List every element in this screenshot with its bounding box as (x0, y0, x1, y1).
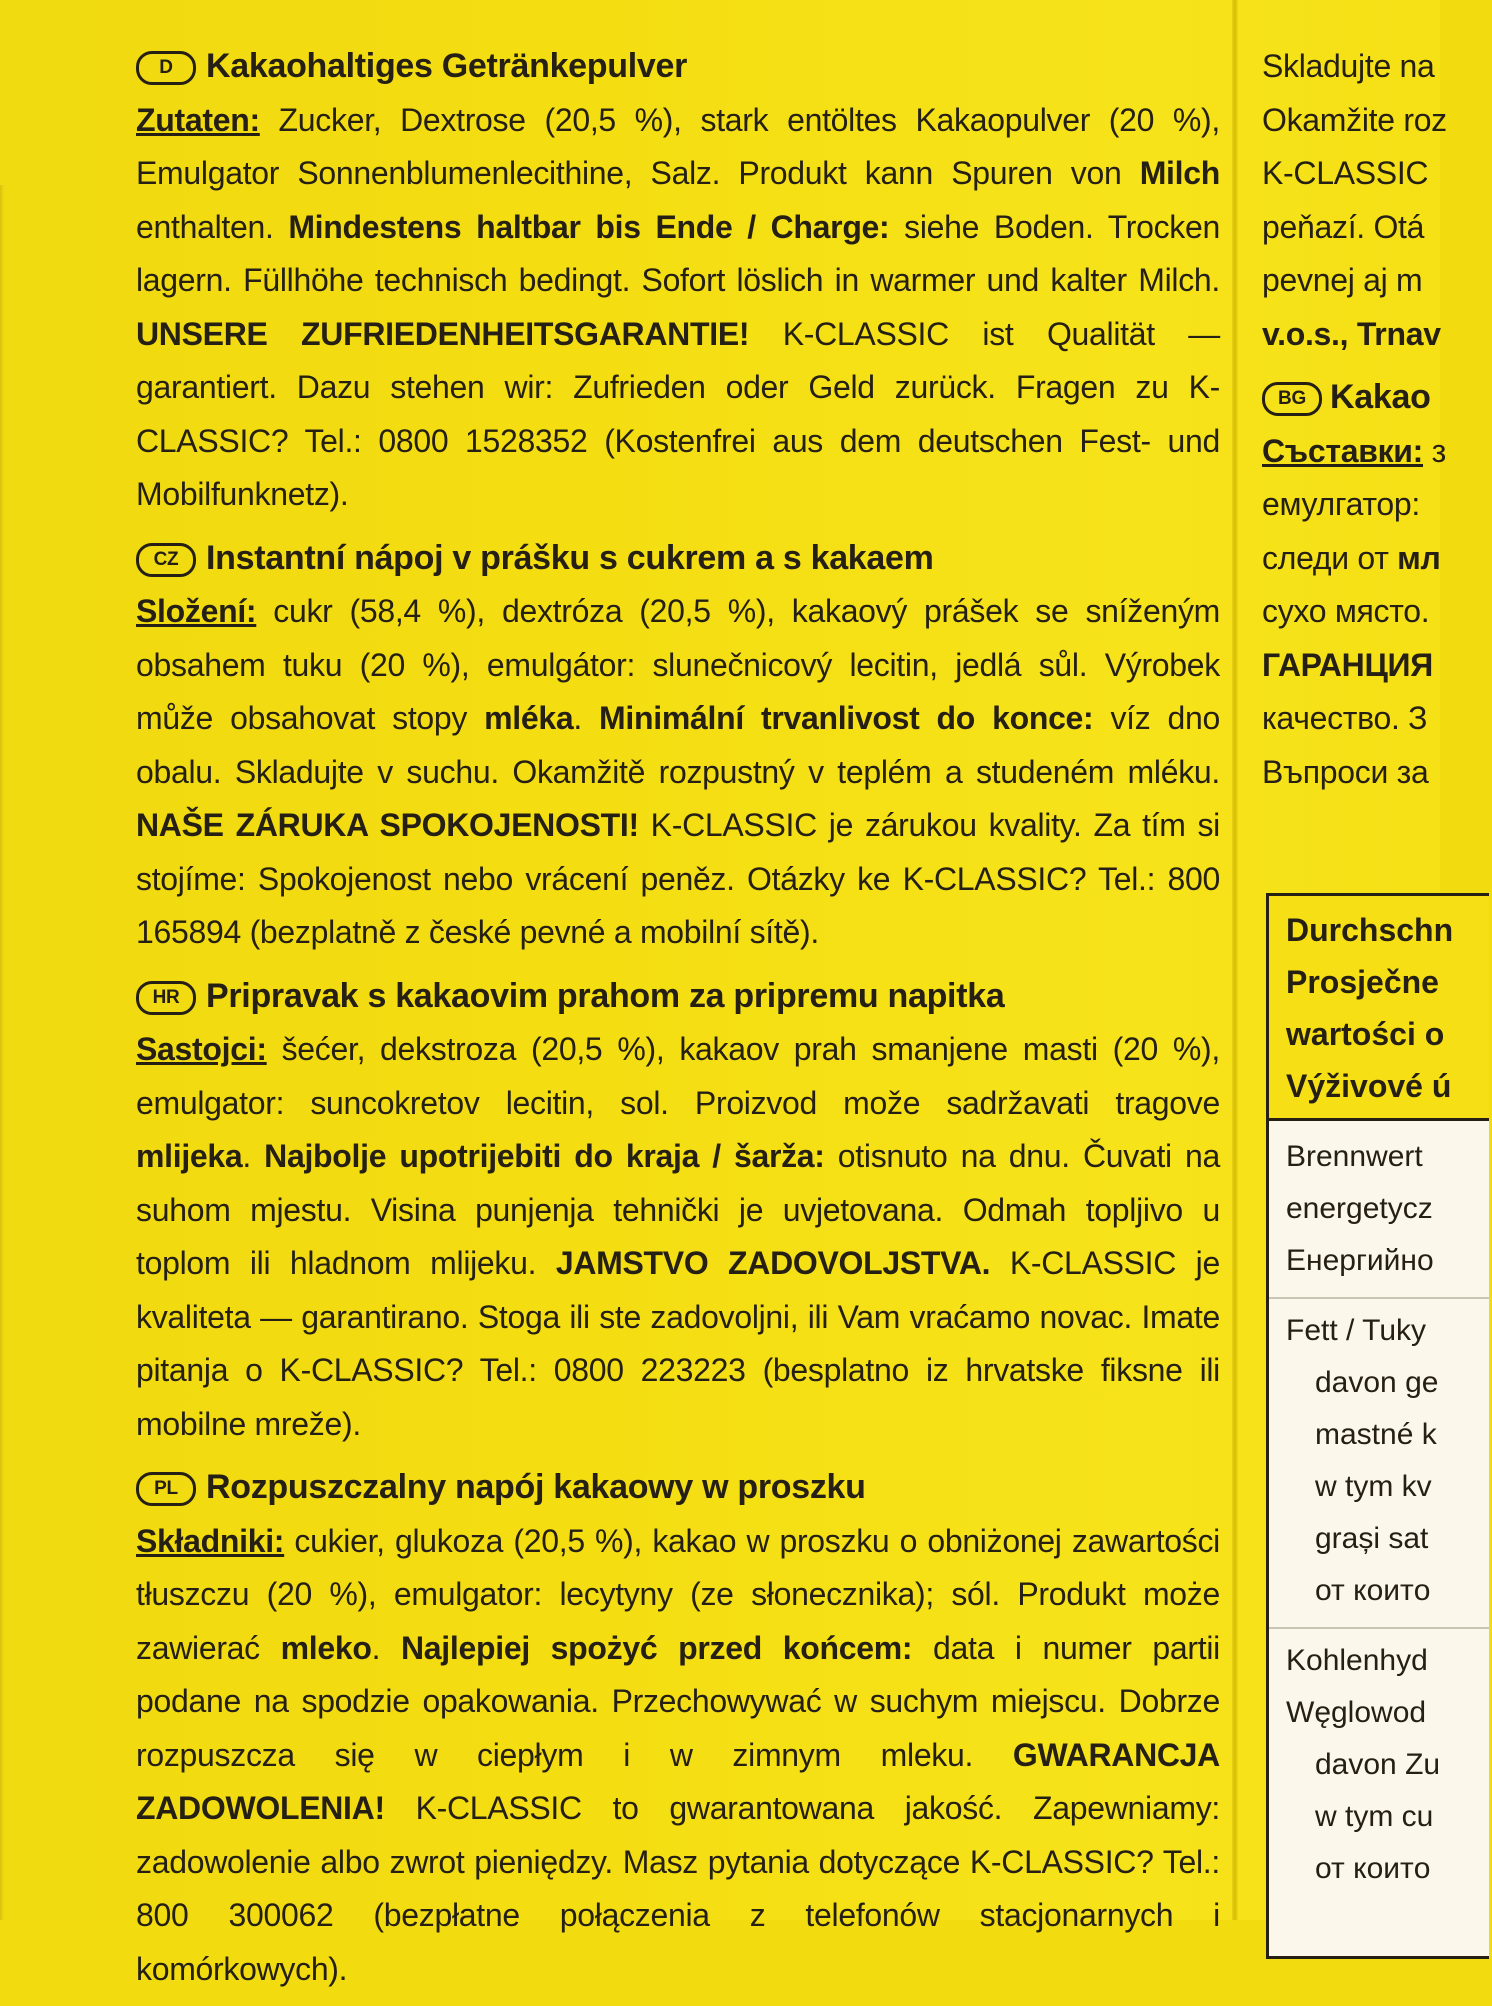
section-heading (136, 1461, 1220, 1515)
body-text: K-CLASSIC ist Qualität — garantiert. Dazu stehen wir: Zufrieden oder Geld zurück. Fragen zu K-CLASSIC? Tel.: 0800 1528352 (Kostenfrei aus dem deutschen Fest- und Mobilfunknetz). (136, 315, 1220, 512)
nutrition-row: mastné k (1315, 1418, 1437, 1451)
section-body (136, 1023, 1220, 1451)
body-text: K-CLASSIC je kvaliteta — garantirano. Stoga ili ste zadovoljni, ili Vam vraćamo novac. Imate pitanja o K-CLASSIC? Tel.: 0800 223223 (besplatno iz hrvatske fiksne ili mobilne mreže). (136, 1245, 1220, 1442)
bg-title: Kakaо (1330, 378, 1431, 416)
nutrition-row-divider (1269, 1297, 1489, 1299)
body-text: šećer, dekstroza (20,5 %), kakaov prah smanjene masti (20 %), emulgator: suncokretov lecitin, sol. Proizvod može sadržavati tragove (136, 1031, 1220, 1121)
ingredients-label: Složení: (136, 593, 257, 629)
box-fold-right (1232, 0, 1238, 1920)
bg-line: емулгатор: (1262, 486, 1420, 522)
language-section-d (136, 40, 1220, 522)
nutrition-header-line: Prosječne (1286, 964, 1439, 1000)
section-body (136, 94, 1220, 522)
allergen-text: Milch (1139, 155, 1220, 191)
language-badge: HR (136, 981, 196, 1015)
body-text: Zucker, Dextrose (20,5 %), stark entöltes Kakaopulver (20 %), Emulgator Sonnenblumenlecithine, Salz. Produkt kann Spuren von (136, 101, 1220, 191)
nutrition-row: Kohlenhyd (1286, 1644, 1428, 1677)
bg-line: сухо място. (1262, 593, 1430, 629)
ingredients-label: Sastojci: (136, 1031, 267, 1067)
nutrition-row-divider (1269, 1627, 1489, 1629)
nutrition-row: от коитo (1315, 1574, 1431, 1607)
section-heading (136, 532, 1220, 586)
language-badge: D (136, 51, 196, 85)
bg-ingredients-rest: з (1423, 432, 1446, 469)
best-before-label: Minimální trvanlivost do konce: (599, 700, 1094, 736)
bg-line: качество. З (1262, 700, 1428, 736)
nutrition-row: w tym cu (1315, 1800, 1434, 1833)
section-heading (136, 970, 1220, 1024)
body-text: cukier, glukoza (20,5 %), kakao w proszku o obniżonej zawartości tłuszczu (20 %), emulgator: lecytyny (ze słonecznika); sól. Produkt może zawierać (136, 1522, 1220, 1666)
section-heading (136, 40, 1220, 94)
ingredients-text-column (136, 40, 1220, 2006)
sk-line: peňazí. Otá (1262, 208, 1425, 245)
language-badge: CZ (136, 543, 196, 577)
sk-line: pevnej aj m (1262, 262, 1423, 298)
language-section-cz (136, 532, 1220, 960)
nutrition-row: davon ge (1315, 1366, 1439, 1399)
language-section-pl (136, 1461, 1220, 1996)
nutrition-row: grași sat (1315, 1522, 1429, 1555)
allergen-text: mléka (484, 700, 574, 736)
sk-line: Skladujte na (1262, 48, 1435, 84)
body-text: otisnuto na dnu. Čuvati na suhom mjestu. Visina punjenja tehnički je uvjetovana. Odmah topljivo u toplom ili hladnom mlijeku. (136, 1138, 1220, 1281)
allergen-text: mleko (280, 1629, 372, 1666)
bg-ingredients-label: Съставки: (1262, 432, 1424, 469)
sk-company-line: v.o.s., Trnav (1262, 315, 1441, 352)
body-text: . (242, 1138, 265, 1174)
section-body (136, 585, 1220, 960)
bg-section-heading (1262, 371, 1492, 425)
ingredients-label: Składniki: (136, 1522, 285, 1559)
guarantee-heading: GWARANCJA ZADOWOLENIA! (136, 1736, 1220, 1826)
nutrition-header-line: Durchschn (1286, 912, 1454, 948)
sk-line: K-CLASSIC (1262, 155, 1429, 191)
nutrition-row: Brennwert (1286, 1140, 1423, 1173)
body-text: . (371, 1629, 401, 1666)
body-text: siehe Boden. Trocken lagern. Füllhöhe technisch bedingt. Sofort löslich in warmer und kalter Milch. (136, 208, 1221, 298)
language-badge: PL (136, 1472, 196, 1506)
nutrition-row: energetycz (1286, 1192, 1433, 1225)
bg-allergen: мл (1397, 539, 1441, 576)
section-title: Pripravak s kakaovim prahom za pripremu napitka (206, 976, 1005, 1015)
section-body (136, 1515, 1220, 1997)
nutrition-header-line: Výživové ú (1286, 1068, 1452, 1104)
body-text: cukr (58,4 %), dextróza (20,5 %), kakaový prášek se sníženým obsahem tuku (20 %), emulgátor: slunečnicový lecitin, jedlá sůl. Výrobek může obsahovat stopy (136, 593, 1220, 736)
nutrition-row: Енергийнo (1286, 1244, 1434, 1277)
section-title: Kakaohaltiges Getränkepulver (206, 47, 688, 85)
right-text-column (1262, 40, 1492, 799)
sk-line: Okamžite roz (1262, 101, 1447, 138)
body-text: K-CLASSIC je zárukou kvality. Za tím si stojíme: Spokojenost nebo vrácení peněz. Otázky ke K-CLASSIC? Tel.: 800 165894 (bezplatně z české pevné a mobilní sítě). (136, 807, 1220, 950)
bg-guarantee: ГАРАНЦИЯ (1262, 646, 1433, 683)
section-title: Rozpuszczalny napój kakaowy w proszku (206, 1468, 866, 1506)
box-fold-left (0, 185, 4, 1920)
guarantee-heading: UNSERE ZUFRIEDENHEITSGARANTIE! (136, 315, 750, 352)
nutrition-row: Węglowod (1286, 1696, 1427, 1729)
bg-line: Въпроси за (1262, 753, 1429, 790)
nutrition-body-padding (1269, 1121, 1489, 1131)
body-text: data i numer partii podane na spodzie opakowania. Przechowywać w suchym miejscu. Dobrze rozpuszcza się w ciepłym i w zimnym mleku. (136, 1629, 1220, 1773)
body-text: enthalten. (136, 208, 289, 245)
nutrition-row: davon Zu (1315, 1748, 1441, 1781)
nutrition-table (1266, 893, 1489, 1959)
bg-line-start: следи от (1262, 539, 1398, 576)
allergen-text: mlijeka (136, 1138, 243, 1174)
body-text: . (573, 700, 600, 736)
best-before-label: Mindestens haltbar bis Ende / Charge: (288, 208, 890, 245)
nutrition-table-header (1269, 896, 1489, 1121)
bg-ingredients-line (1262, 425, 1492, 479)
body-text: víz dno obalu. Skladujte v suchu. Okamžitě rozpustný v teplém a studeném mléku. (136, 700, 1220, 790)
best-before-label: Najbolje upotrijebiti do kraja / šarža: (264, 1138, 825, 1174)
nutrition-row: w tym kv (1315, 1470, 1432, 1503)
section-title: Instantní nápoj v prášku s cukrem a s kakaem (206, 538, 934, 577)
guarantee-heading: JAMSTVO ZADOVOLJSTVA. (555, 1245, 991, 1281)
bg-line (1262, 532, 1492, 586)
body-text: K-CLASSIC to gwarantowana jakość. Zapewniamy: zadowolenie albo zwrot pieniędzy. Masz pytania dotyczące K-CLASSIC? Tel.: 800 300062 (bezpłatne połączenia z telefonów stacjonarnych i komórkowych). (136, 1790, 1220, 1987)
language-section-hr (136, 970, 1220, 1452)
nutrition-row: Fett / Tuky (1286, 1314, 1427, 1347)
nutrition-header-line: wartości o (1286, 1016, 1445, 1052)
ingredients-label: Zutaten: (136, 101, 260, 138)
nutrition-table-body (1269, 1121, 1489, 1895)
nutrition-row: от коитo (1315, 1852, 1431, 1885)
guarantee-heading: NAŠE ZÁRUKA SPOKOJENOSTI! (136, 807, 639, 843)
best-before-label: Najlepiej spożyć przed końcem: (401, 1629, 913, 1666)
bg-language-badge: BG (1262, 382, 1322, 416)
